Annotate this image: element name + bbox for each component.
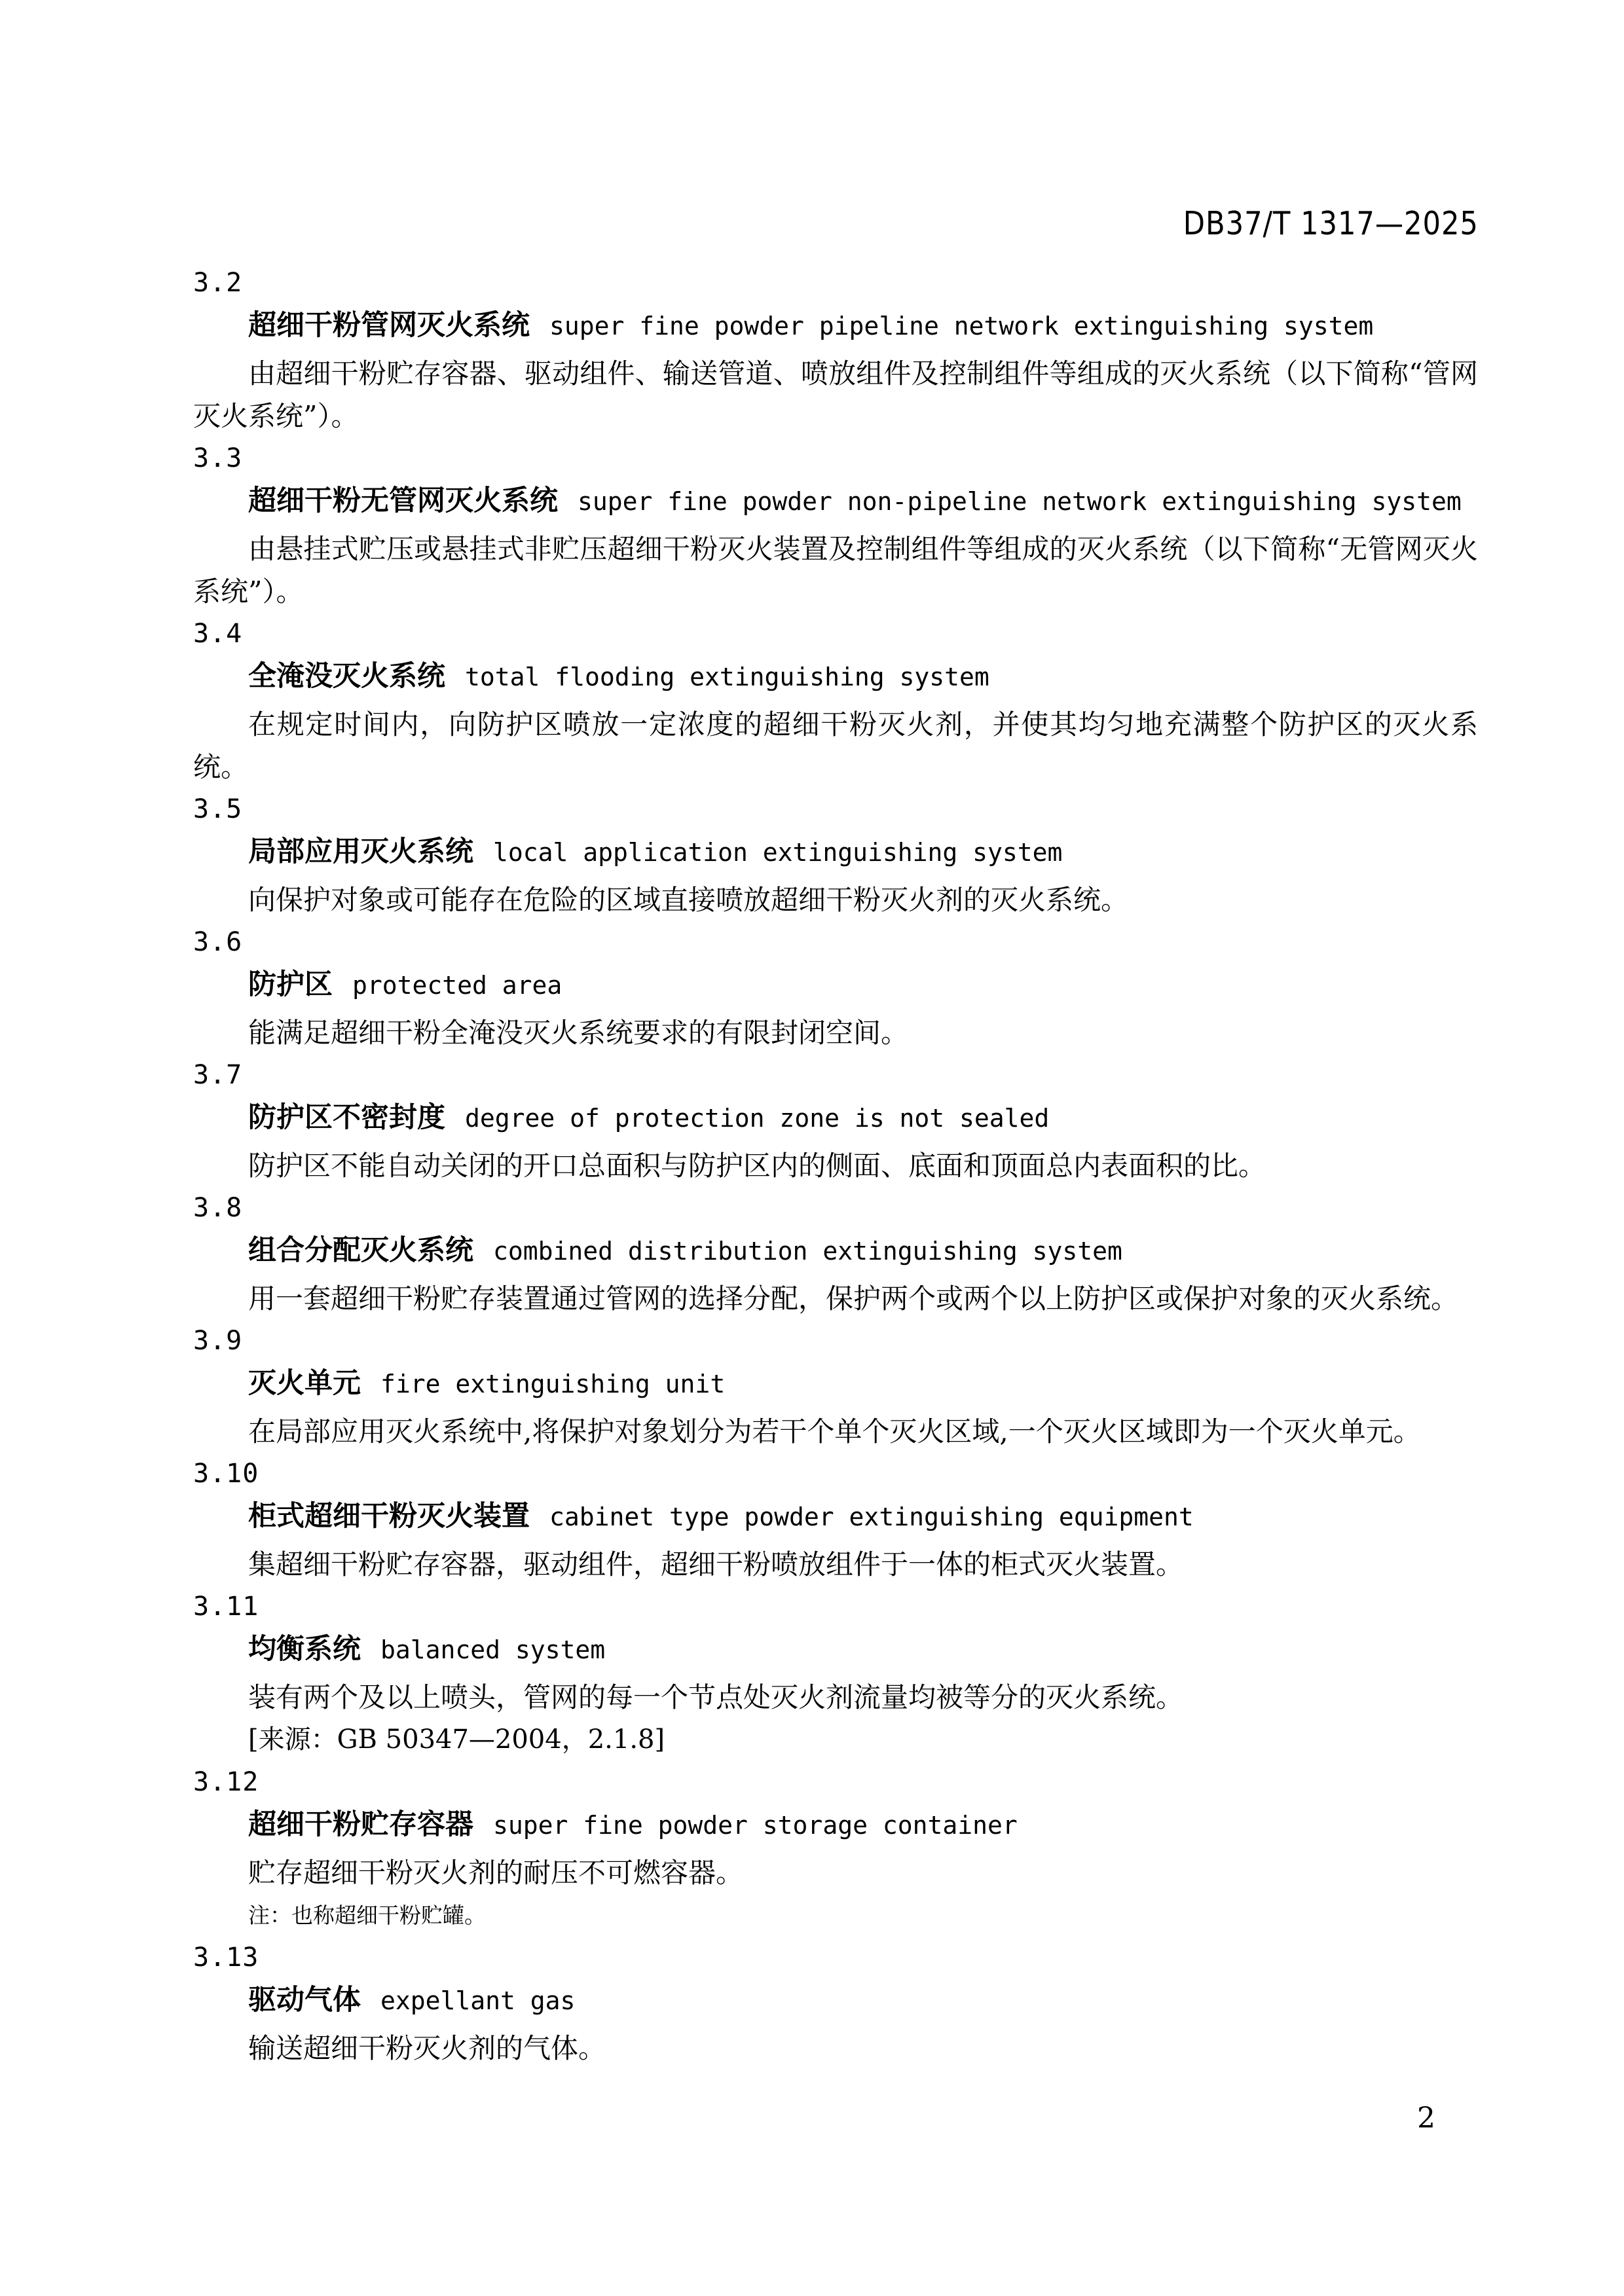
- term-english: super fine powder pipeline network extinguishing system: [549, 312, 1374, 340]
- term-line: [193, 655, 1478, 703]
- term-line: [193, 964, 1478, 1011]
- term-chinese: 防护区不密封度: [248, 1101, 445, 1134]
- clause-number: 3.5: [193, 794, 243, 824]
- term-line: [193, 304, 1478, 352]
- standard-number-header: DB37/T 1317—2025: [1183, 204, 1479, 242]
- term-chinese: 防护区: [248, 968, 333, 1001]
- term-definition: 用一套超细干粉贮存装置通过管网的选择分配，保护两个或两个以上防护区或保护对象的灭火系统。: [248, 1283, 1459, 1315]
- terminology-section: [193, 1054, 1478, 1187]
- page-number: 2: [1417, 2102, 1435, 2135]
- term-chinese: 柜式超细干粉灭火装置: [248, 1500, 530, 1533]
- terms-and-definitions-content: [193, 262, 1478, 2069]
- term-english: balanced system: [380, 1635, 606, 1664]
- terminology-section: [193, 1453, 1478, 1586]
- clause-number: 3.11: [193, 1592, 259, 1622]
- clause-number: 3.13: [193, 1942, 259, 1973]
- terminology-section: [193, 1761, 1478, 1937]
- term-english: fire extinguishing unit: [380, 1370, 726, 1398]
- term-definition: 装有两个及以上喷头，管网的每一个节点处灭火剂流量均被等分的灭火系统。: [248, 1681, 1184, 1713]
- term-definition: 防护区不能自动关闭的开口总面积与防护区内的侧面、底面和顶面总内表面积的比。: [248, 1150, 1266, 1182]
- term-english: cabinet type powder extinguishing equipment: [549, 1503, 1194, 1531]
- term-definition: 贮存超细干粉灭火剂的耐压不可燃容器。: [248, 1857, 744, 1889]
- clause-number: 3.2: [193, 268, 243, 298]
- term-english: expellant gas: [380, 1986, 576, 2015]
- term-definition: 输送超细干粉灭火剂的气体。: [248, 2032, 606, 2064]
- clause-number: 3.10: [193, 1459, 259, 1489]
- term-chinese: 超细干粉管网灭火系统: [248, 309, 530, 342]
- term-english: local application extinguishing system: [493, 838, 1063, 867]
- terminology-section: [193, 613, 1478, 788]
- clause-number: 3.6: [193, 927, 243, 957]
- term-english: total flooding extinguishing system: [465, 663, 989, 691]
- term-line: [193, 1495, 1478, 1543]
- clause-number: 3.4: [193, 619, 243, 649]
- term-line: [193, 1362, 1478, 1410]
- terminology-section: [193, 262, 1478, 437]
- terminology-section: [193, 1187, 1478, 1320]
- term-english: protected area: [352, 971, 563, 1000]
- term-chinese: 灭火单元: [248, 1367, 361, 1400]
- terminology-section: [193, 788, 1478, 921]
- term-chinese: 超细干粉无管网灭火系统: [248, 484, 558, 517]
- term-line: [193, 831, 1478, 879]
- terminology-section: [193, 1586, 1478, 1761]
- term-english: super fine powder non-pipeline network extinguishing system: [578, 487, 1462, 516]
- clause-number: 3.3: [193, 443, 243, 473]
- term-chinese: 组合分配灭火系统: [248, 1234, 473, 1267]
- term-line: [193, 1097, 1478, 1144]
- term-chinese: 超细干粉贮存容器: [248, 1808, 473, 1841]
- clause-number: 3.7: [193, 1060, 243, 1090]
- term-definition: 向保护对象或可能存在危险的区域直接喷放超细干粉灭火剂的灭火系统。: [248, 884, 1129, 916]
- term-chinese: 全淹没灭火系统: [248, 660, 445, 693]
- clause-number: 3.8: [193, 1193, 243, 1223]
- term-definition: 在规定时间内，向防护区喷放一定浓度的超细干粉灭火剂，并使其均匀地充满整个防护区的灭火系统。: [193, 708, 1478, 783]
- source-reference: [来源：GB 50347—2004，2.1.8]: [248, 1724, 665, 1755]
- term-line: [193, 480, 1478, 528]
- terminology-section: [193, 437, 1478, 613]
- term-english: combined distribution extinguishing system: [493, 1237, 1122, 1266]
- term-chinese: 局部应用灭火系统: [248, 835, 473, 868]
- term-definition: 由超细干粉贮存容器、驱动组件、输送管道、喷放组件及控制组件等组成的灭火系统（以下简称“管网灭火系统”）。: [193, 357, 1478, 432]
- term-line: [193, 1979, 1478, 2027]
- term-definition: 集超细干粉贮存容器，驱动组件，超细干粉喷放组件于一体的柜式灭火装置。: [248, 1548, 1184, 1580]
- term-chinese: 均衡系统: [248, 1633, 361, 1666]
- clause-number: 3.9: [193, 1326, 243, 1356]
- term-definition: 由悬挂式贮压或悬挂式非贮压超细干粉灭火装置及控制组件等组成的灭火系统（以下简称“无管网灭火系统”）。: [193, 533, 1478, 608]
- term-english: degree of protection zone is not sealed: [465, 1104, 1050, 1133]
- term-note: 注：也称超细干粉贮罐。: [248, 1903, 486, 1928]
- term-definition: 在局部应用灭火系统中,将保护对象划分为若干个单个灭火区域,一个灭火区域即为一个灭火单元。: [248, 1415, 1421, 1448]
- terminology-section: [193, 1937, 1478, 2069]
- term-line: [193, 1230, 1478, 1277]
- term-line: [193, 1628, 1478, 1676]
- term-chinese: 驱动气体: [248, 1984, 361, 2016]
- term-definition: 能满足超细干粉全淹没灭火系统要求的有限封闭空间。: [248, 1017, 909, 1049]
- clause-number: 3.12: [193, 1767, 259, 1797]
- terminology-section: [193, 921, 1478, 1054]
- term-english: super fine powder storage container: [493, 1811, 1018, 1840]
- term-line: [193, 1804, 1478, 1851]
- terminology-section: [193, 1320, 1478, 1453]
